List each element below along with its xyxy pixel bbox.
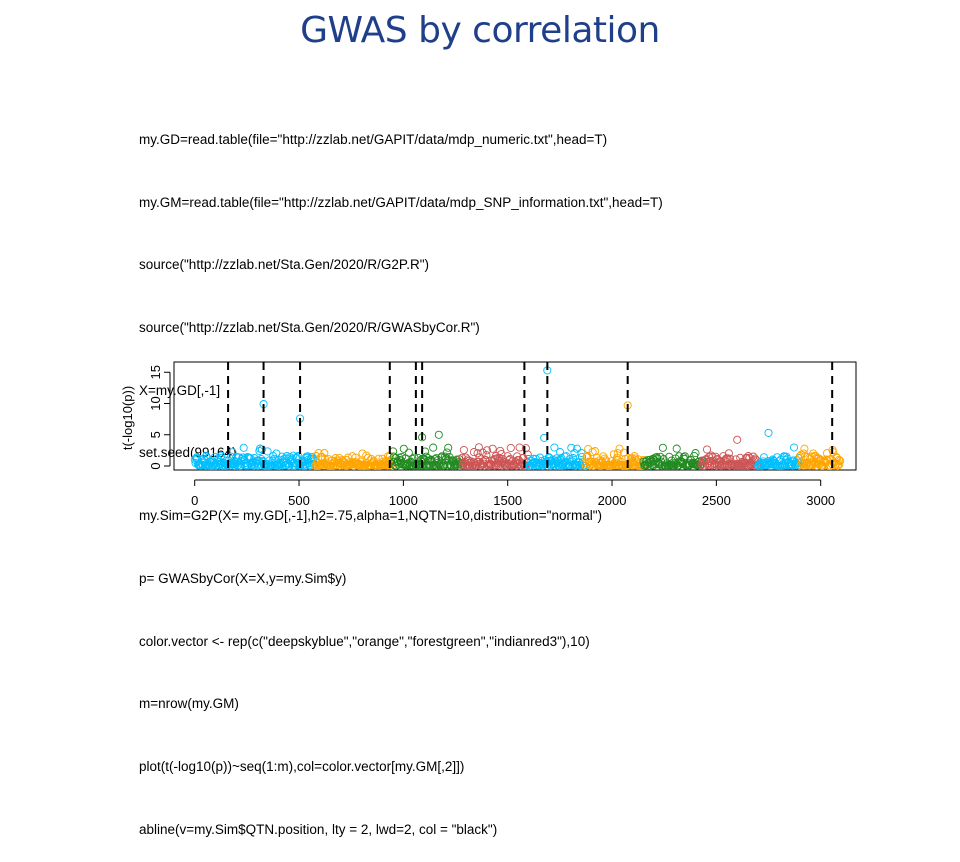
x-tick-label: 2000 xyxy=(597,493,627,508)
data-point xyxy=(240,444,247,451)
data-point xyxy=(445,444,452,451)
x-tick-label: 0 xyxy=(191,493,199,508)
data-point xyxy=(430,444,437,451)
data-point xyxy=(571,449,578,456)
data-point xyxy=(659,444,666,451)
data-point xyxy=(435,431,442,438)
slide-title: GWAS by correlation xyxy=(300,10,660,51)
manhattan-plot xyxy=(100,350,870,520)
code-line: my.GM=read.table(file="http://zzlab.net/GAPIT/data/mdp_SNP_information.txt",head=T) xyxy=(139,194,663,210)
y-tick-label: 0 xyxy=(148,462,163,470)
y-tick-label: 10 xyxy=(148,396,163,411)
x-tick-label: 500 xyxy=(288,493,310,508)
data-point xyxy=(765,429,772,436)
y-tick-label: 5 xyxy=(148,431,163,439)
code-line: source("http://zzlab.net/Sta.Gen/2020/R/GWASbyCor.R") xyxy=(139,319,480,335)
data-point xyxy=(616,445,623,452)
code-line: my.Sim=G2P(X= my.GD[,-1],h2=.75,alpha=1,NQTN=10,distribution="normal") xyxy=(139,508,603,524)
data-point xyxy=(400,445,407,452)
code-line: p= GWASbyCor(X=X,y=my.Sim$y) xyxy=(139,570,347,586)
code-line: X=my.GD[,-1] xyxy=(139,382,221,398)
data-point xyxy=(790,444,797,451)
chart-marks xyxy=(191,367,843,470)
data-point xyxy=(734,436,741,443)
code-line: my.GD=read.table(file="http://zzlab.net/GAPIT/data/mdp_numeric.txt",head=T) xyxy=(139,131,608,147)
data-point xyxy=(460,446,467,453)
code-line: set.seed(99164) xyxy=(139,445,237,461)
x-tick-label: 1500 xyxy=(493,493,523,508)
code-line: source("http://zzlab.net/Sta.Gen/2020/R/G2P.R") xyxy=(139,257,429,273)
code-line: abline(v=my.Sim$QTN.position, lty = 2, lwd=2, col = "black") xyxy=(139,821,498,837)
data-point xyxy=(673,445,680,452)
x-tick-label: 2500 xyxy=(701,493,731,508)
data-point xyxy=(592,448,599,455)
y-axis-label: t(-log10(p)) xyxy=(120,385,135,451)
code-line: color.vector <- rep(c("deepskyblue","orange","forestgreen","indianred3"),10) xyxy=(139,633,590,649)
code-line: m=nrow(my.GM) xyxy=(139,696,239,712)
code-line: plot(t(-log10(p))~seq(1:m),col=color.vector[my.GM[,2]]) xyxy=(139,759,465,774)
y-tick-label: 15 xyxy=(148,365,163,380)
chart-axes xyxy=(148,365,835,508)
data-point xyxy=(507,444,514,451)
data-point xyxy=(801,445,808,452)
x-tick-label: 1000 xyxy=(388,493,418,508)
x-tick-label: 3000 xyxy=(806,493,836,508)
data-point xyxy=(229,449,236,456)
